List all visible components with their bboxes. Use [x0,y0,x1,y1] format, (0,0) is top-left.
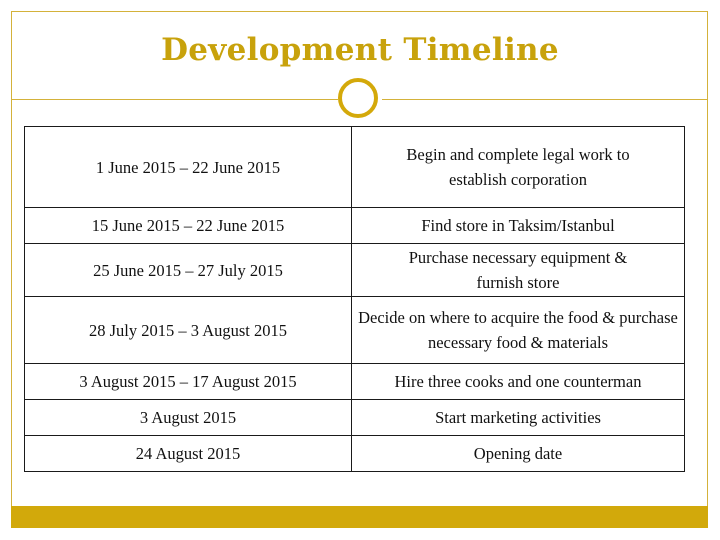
table-row [25,297,685,364]
table-row [25,208,685,244]
timeline-table [24,126,685,472]
date-cell: 28 July 2015 – 3 August 2015 [25,297,352,364]
task-cell: Purchase necessary equipment & furnish store [352,244,685,297]
date-cell: 3 August 2015 – 17 August 2015 [25,364,352,400]
footer-accent-bar [11,506,708,528]
date-cell: 25 June 2015 – 27 July 2015 [25,244,352,297]
task-cell: Start marketing activities [352,400,685,436]
table-row [25,244,685,297]
table-row [25,400,685,436]
title-divider-left [12,99,338,100]
task-cell: Decide on where to acquire the food & purchase necessary food & materials [352,297,685,364]
date-cell: 24 August 2015 [25,436,352,472]
table-row [25,127,685,208]
table-row [25,364,685,400]
task-cell: Opening date [352,436,685,472]
ring-ornament-icon [338,78,378,118]
title-divider-right [382,99,708,100]
task-cell: Find store in Taksim/Istanbul [352,208,685,244]
date-cell: 15 June 2015 – 22 June 2015 [25,208,352,244]
slide-title: Development Timeline [161,32,559,68]
date-cell: 3 August 2015 [25,400,352,436]
date-cell: 1 June 2015 – 22 June 2015 [25,127,352,208]
task-cell: Begin and complete legal work to establish corporation [352,127,685,208]
task-cell: Hire three cooks and one counterman [352,364,685,400]
table-row [25,436,685,472]
